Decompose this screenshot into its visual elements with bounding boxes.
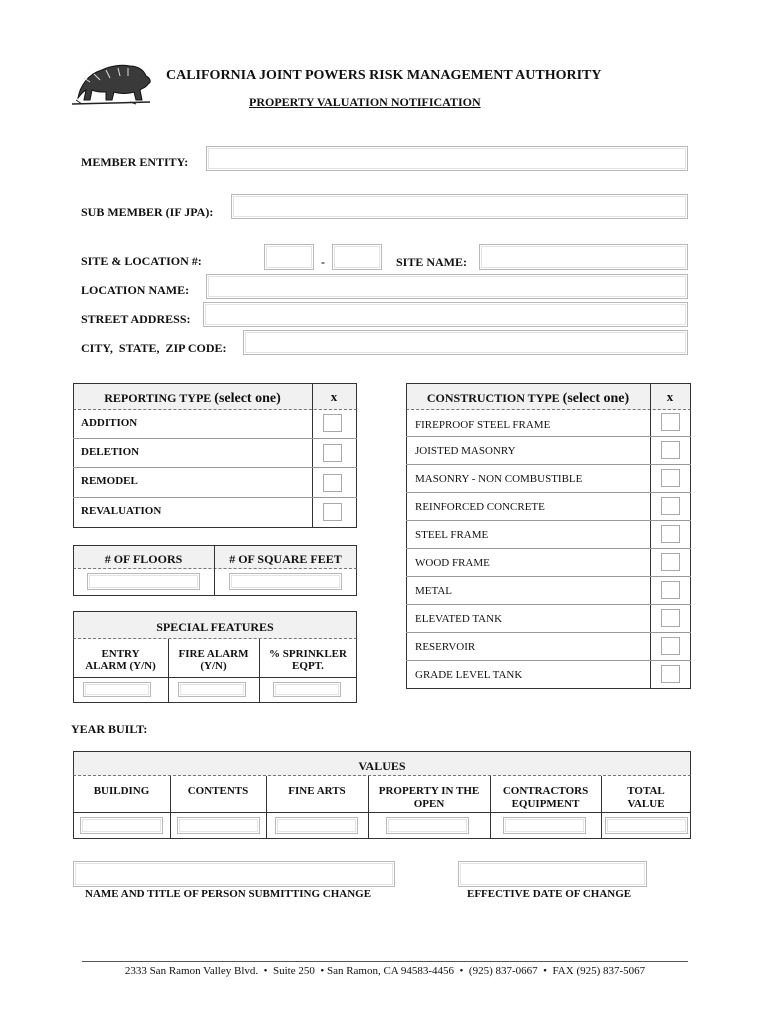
location-number-field[interactable]	[332, 244, 382, 270]
org-name: CALIFORNIA JOINT POWERS RISK MANAGEMENT AUTHORITY	[166, 68, 602, 83]
construction-type-select-one: (select one)	[562, 391, 630, 406]
site-number-field[interactable]	[264, 244, 314, 270]
floors-label: # OF FLOORS	[104, 552, 183, 566]
year-built-label: YEAR BUILT:	[71, 722, 148, 736]
site-name-field[interactable]	[479, 244, 688, 270]
values-col-building: BUILDING	[93, 785, 150, 797]
special-features-title: SPECIAL FEATURES	[156, 620, 274, 634]
sub-member-field[interactable]	[231, 194, 688, 219]
site-dash: -	[321, 255, 325, 269]
construction-checkbox-wood-frame[interactable]	[661, 553, 680, 571]
construction-type-title-text: CONSTRUCTION TYPE	[426, 391, 563, 405]
contents-value-field[interactable]	[177, 817, 260, 834]
construction-checkbox-reinforced-concrete[interactable]	[661, 497, 680, 515]
construction-checkbox-grade-level-tank[interactable]	[661, 665, 680, 683]
square-feet-label: # OF SQUARE FEET	[229, 552, 342, 566]
location-name-label: LOCATION NAME:	[81, 283, 190, 297]
reporting-x-header: x	[330, 389, 338, 404]
city-state-zip-label: CITY, STATE, ZIP CODE:	[81, 341, 227, 355]
member-entity-field[interactable]	[206, 146, 688, 171]
values-col-contractors-equipment: CONTRACTORS EQUIPMENT	[502, 785, 589, 810]
member-entity-label: MEMBER ENTITY:	[81, 155, 189, 169]
property-in-open-value-field[interactable]	[386, 817, 469, 834]
name-title-field[interactable]	[73, 861, 395, 887]
construction-type-title	[406, 389, 650, 407]
construction-checkbox-masonry-non-combustible[interactable]	[661, 469, 680, 487]
construction-checkbox-metal[interactable]	[661, 581, 680, 599]
footer-divider	[82, 961, 688, 962]
values-col-property-in-open: PROPERTY IN THE OPEN	[378, 785, 480, 810]
construction-row-masonry-non-combustible: MASONRY - NON COMBUSTIBLE	[415, 473, 583, 485]
form-title: PROPERTY VALUATION NOTIFICATION	[249, 95, 481, 109]
street-address-field[interactable]	[203, 302, 688, 327]
site-name-label: SITE NAME:	[396, 255, 468, 269]
construction-row-wood-frame: WOOD FRAME	[415, 557, 490, 569]
construction-row-fireproof-steel-frame: FIREPROOF STEEL FRAME	[415, 419, 551, 431]
name-title-label: NAME AND TITLE OF PERSON SUBMITTING CHANGE	[85, 888, 372, 900]
square-feet-field[interactable]	[229, 573, 342, 590]
reporting-row-revaluation: REVALUATION	[81, 505, 162, 517]
reporting-row-deletion: DELETION	[81, 446, 140, 458]
sprinkler-label: % SPRINKLER EQPT.	[269, 648, 347, 672]
construction-checkbox-reservoir[interactable]	[661, 637, 680, 655]
effective-date-field[interactable]	[458, 861, 647, 887]
values-col-total-value: TOTAL VALUE	[627, 785, 665, 810]
reporting-type-title	[73, 389, 312, 407]
city-state-zip-field[interactable]	[243, 330, 688, 355]
construction-row-reinforced-concrete: REINFORCED CONCRETE	[415, 501, 545, 513]
fire-alarm-label: FIRE ALARM (Y/N)	[178, 648, 249, 672]
site-location-label: SITE & LOCATION #:	[81, 254, 202, 268]
location-name-field[interactable]	[206, 274, 688, 299]
reporting-row-addition: ADDITION	[81, 417, 138, 429]
values-col-fine-arts: FINE ARTS	[288, 785, 346, 797]
effective-date-label: EFFECTIVE DATE OF CHANGE	[467, 888, 632, 900]
footer-address: 2333 San Ramon Valley Blvd. • Suite 250 • San Ramon, CA 94583-4456 • (925) 837-0667 • FAX (925) 837-5067	[124, 965, 646, 977]
floors-field[interactable]	[87, 573, 200, 590]
building-value-field[interactable]	[80, 817, 163, 834]
construction-checkbox-elevated-tank[interactable]	[661, 609, 680, 627]
construction-row-joisted-masonry: JOISTED MASONRY	[415, 445, 516, 457]
construction-x-header: x	[666, 389, 674, 404]
reporting-checkbox-addition[interactable]	[323, 414, 342, 432]
bear-logo-icon	[70, 58, 154, 108]
reporting-checkbox-remodel[interactable]	[323, 474, 342, 492]
reporting-checkbox-deletion[interactable]	[323, 444, 342, 462]
reporting-row-remodel: REMODEL	[81, 475, 138, 487]
reporting-type-select-one: (select one)	[214, 391, 281, 406]
values-title: VALUES	[358, 759, 406, 773]
construction-checkbox-joisted-masonry[interactable]	[661, 441, 680, 459]
values-col-contents: CONTENTS	[187, 785, 249, 797]
construction-checkbox-fireproof-steel-frame[interactable]	[661, 413, 680, 431]
fine-arts-value-field[interactable]	[275, 817, 358, 834]
contractors-equipment-value-field[interactable]	[503, 817, 586, 834]
construction-row-steel-frame: STEEL FRAME	[415, 529, 489, 541]
reporting-checkbox-revaluation[interactable]	[323, 503, 342, 521]
construction-row-elevated-tank: ELEVATED TANK	[415, 613, 503, 625]
construction-row-grade-level-tank: GRADE LEVEL TANK	[415, 669, 523, 681]
fire-alarm-field[interactable]	[178, 682, 246, 697]
total-value-field[interactable]	[605, 817, 688, 834]
entry-alarm-field[interactable]	[83, 682, 151, 697]
reporting-type-title-text: REPORTING TYPE	[104, 391, 215, 405]
construction-row-reservoir: RESERVOIR	[415, 641, 476, 653]
sprinkler-field[interactable]	[273, 682, 341, 697]
construction-checkbox-steel-frame[interactable]	[661, 525, 680, 543]
street-address-label: STREET ADDRESS:	[81, 312, 191, 326]
entry-alarm-label: ENTRY ALARM (Y/N)	[85, 648, 156, 672]
sub-member-label: SUB MEMBER (IF JPA):	[81, 205, 214, 219]
construction-row-metal: METAL	[415, 585, 453, 597]
